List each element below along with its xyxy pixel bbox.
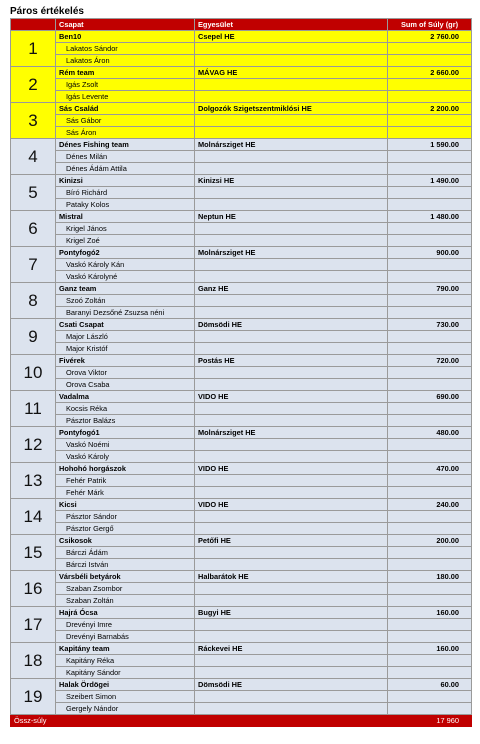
member-name: Orova Csaba bbox=[56, 379, 195, 391]
member-sum-empty bbox=[388, 79, 472, 91]
member-sum-empty bbox=[388, 295, 472, 307]
member-club-empty bbox=[195, 127, 388, 139]
member-row bbox=[11, 379, 472, 391]
member-club-empty bbox=[195, 295, 388, 307]
member-name: Lakatos Sándor bbox=[56, 43, 195, 55]
member-name: Orova Viktor bbox=[56, 367, 195, 379]
member-name: Fehér Márk bbox=[56, 487, 195, 499]
member-name: Pásztor Balázs bbox=[56, 415, 195, 427]
member-sum-empty bbox=[388, 703, 472, 715]
member-sum-empty bbox=[388, 91, 472, 103]
member-sum-empty bbox=[388, 379, 472, 391]
total-label: Össz-súly bbox=[11, 715, 195, 727]
club-header: Egyesület bbox=[195, 19, 388, 31]
member-sum-empty bbox=[388, 475, 472, 487]
member-name: Szaban Zsombor bbox=[56, 583, 195, 595]
weight-sum: 480.00 bbox=[388, 427, 472, 439]
member-name: Igás Levente bbox=[56, 91, 195, 103]
team-row bbox=[11, 355, 472, 367]
member-sum-empty bbox=[388, 619, 472, 631]
team-row bbox=[11, 139, 472, 151]
rank-number: 10 bbox=[11, 355, 56, 391]
member-row bbox=[11, 595, 472, 607]
member-row bbox=[11, 403, 472, 415]
club-name: Postás HE bbox=[195, 355, 388, 367]
member-name: Gergely Nándor bbox=[56, 703, 195, 715]
club-name: Kinizsi HE bbox=[195, 175, 388, 187]
member-sum-empty bbox=[388, 331, 472, 343]
member-row bbox=[11, 235, 472, 247]
club-name: Ganz HE bbox=[195, 283, 388, 295]
member-name: Drevényi Barnabás bbox=[56, 631, 195, 643]
member-name: Vaskó Károly bbox=[56, 451, 195, 463]
member-club-empty bbox=[195, 559, 388, 571]
team-name: Hohohó horgászok bbox=[56, 463, 195, 475]
member-row bbox=[11, 487, 472, 499]
team-row bbox=[11, 319, 472, 331]
weight-sum: 1 480.00 bbox=[388, 211, 472, 223]
club-name: Molnársziget HE bbox=[195, 247, 388, 259]
member-name: Pataky Kolos bbox=[56, 199, 195, 211]
results-table bbox=[10, 18, 472, 727]
team-name: Kinizsi bbox=[56, 175, 195, 187]
club-name: Neptun HE bbox=[195, 211, 388, 223]
member-row bbox=[11, 91, 472, 103]
member-sum-empty bbox=[388, 367, 472, 379]
team-name: Kapitány team bbox=[56, 643, 195, 655]
member-name: Bárczi István bbox=[56, 559, 195, 571]
member-row bbox=[11, 439, 472, 451]
team-row bbox=[11, 679, 472, 691]
member-club-empty bbox=[195, 259, 388, 271]
results-body bbox=[11, 31, 472, 715]
member-name: Pásztor Sándor bbox=[56, 511, 195, 523]
rank-number: 2 bbox=[11, 67, 56, 103]
member-row bbox=[11, 43, 472, 55]
member-club-empty bbox=[195, 487, 388, 499]
member-club-empty bbox=[195, 583, 388, 595]
club-name: VIDO HE bbox=[195, 499, 388, 511]
rank-number: 7 bbox=[11, 247, 56, 283]
member-row bbox=[11, 667, 472, 679]
member-club-empty bbox=[195, 79, 388, 91]
rank-header bbox=[11, 19, 56, 31]
rank-number: 13 bbox=[11, 463, 56, 499]
member-club-empty bbox=[195, 343, 388, 355]
rank-number: 5 bbox=[11, 175, 56, 211]
member-name: Kocsis Réka bbox=[56, 403, 195, 415]
member-club-empty bbox=[195, 619, 388, 631]
club-name: MÁVAG HE bbox=[195, 67, 388, 79]
member-name: Szoó Zoltán bbox=[56, 295, 195, 307]
team-name: Csati Csapat bbox=[56, 319, 195, 331]
member-name: Dénes Milán bbox=[56, 151, 195, 163]
member-row bbox=[11, 691, 472, 703]
member-sum-empty bbox=[388, 127, 472, 139]
team-row bbox=[11, 463, 472, 475]
weight-sum: 2 200.00 bbox=[388, 103, 472, 115]
member-club-empty bbox=[195, 595, 388, 607]
member-club-empty bbox=[195, 511, 388, 523]
rank-number: 19 bbox=[11, 679, 56, 715]
member-club-empty bbox=[195, 151, 388, 163]
member-club-empty bbox=[195, 655, 388, 667]
member-row bbox=[11, 187, 472, 199]
team-row bbox=[11, 283, 472, 295]
member-club-empty bbox=[195, 199, 388, 211]
member-name: Dénes Ádám Attila bbox=[56, 163, 195, 175]
club-name: Petőfi HE bbox=[195, 535, 388, 547]
member-sum-empty bbox=[388, 511, 472, 523]
member-name: Sás Áron bbox=[56, 127, 195, 139]
member-row bbox=[11, 523, 472, 535]
weight-sum: 180.00 bbox=[388, 571, 472, 583]
member-name: Szaban Zoltán bbox=[56, 595, 195, 607]
member-sum-empty bbox=[388, 307, 472, 319]
member-row bbox=[11, 559, 472, 571]
member-row bbox=[11, 127, 472, 139]
member-row bbox=[11, 511, 472, 523]
team-name: Halak Ördögei bbox=[56, 679, 195, 691]
member-name: Kapitány Réka bbox=[56, 655, 195, 667]
member-row bbox=[11, 631, 472, 643]
member-sum-empty bbox=[388, 151, 472, 163]
member-sum-empty bbox=[388, 547, 472, 559]
member-row bbox=[11, 475, 472, 487]
rank-number: 16 bbox=[11, 571, 56, 607]
team-row bbox=[11, 247, 472, 259]
member-name: Kapitány Sándor bbox=[56, 667, 195, 679]
team-row bbox=[11, 391, 472, 403]
member-club-empty bbox=[195, 451, 388, 463]
club-name: Dömsödi HE bbox=[195, 679, 388, 691]
member-sum-empty bbox=[388, 439, 472, 451]
team-name: Dénes Fishing team bbox=[56, 139, 195, 151]
member-sum-empty bbox=[388, 199, 472, 211]
rank-number: 11 bbox=[11, 391, 56, 427]
member-name: Vaskó Károly Kán bbox=[56, 259, 195, 271]
member-row bbox=[11, 295, 472, 307]
total-row bbox=[11, 715, 472, 727]
team-row bbox=[11, 571, 472, 583]
member-sum-empty bbox=[388, 583, 472, 595]
member-row bbox=[11, 223, 472, 235]
member-row bbox=[11, 655, 472, 667]
team-row bbox=[11, 499, 472, 511]
member-name: Lakatos Áron bbox=[56, 55, 195, 67]
club-name: Molnársziget HE bbox=[195, 139, 388, 151]
total-spacer bbox=[195, 715, 388, 727]
team-name: Fivérek bbox=[56, 355, 195, 367]
member-sum-empty bbox=[388, 271, 472, 283]
team-name: Ganz team bbox=[56, 283, 195, 295]
member-name: Vaskó Noémi bbox=[56, 439, 195, 451]
member-sum-empty bbox=[388, 235, 472, 247]
weight-sum: 730.00 bbox=[388, 319, 472, 331]
team-name: Csikosok bbox=[56, 535, 195, 547]
member-sum-empty bbox=[388, 691, 472, 703]
team-name: Rém team bbox=[56, 67, 195, 79]
member-club-empty bbox=[195, 115, 388, 127]
member-sum-empty bbox=[388, 523, 472, 535]
member-club-empty bbox=[195, 523, 388, 535]
club-name: Halbarátok HE bbox=[195, 571, 388, 583]
member-name: Sás Gábor bbox=[56, 115, 195, 127]
club-name: VIDO HE bbox=[195, 391, 388, 403]
rank-number: 14 bbox=[11, 499, 56, 535]
team-row bbox=[11, 211, 472, 223]
rank-number: 6 bbox=[11, 211, 56, 247]
weight-sum: 720.00 bbox=[388, 355, 472, 367]
team-row bbox=[11, 535, 472, 547]
rank-number: 17 bbox=[11, 607, 56, 643]
member-sum-empty bbox=[388, 595, 472, 607]
member-sum-empty bbox=[388, 223, 472, 235]
club-name: Dömsödi HE bbox=[195, 319, 388, 331]
rank-number: 15 bbox=[11, 535, 56, 571]
member-sum-empty bbox=[388, 451, 472, 463]
member-sum-empty bbox=[388, 163, 472, 175]
member-name: Vaskó Károlyné bbox=[56, 271, 195, 283]
member-sum-empty bbox=[388, 487, 472, 499]
member-row bbox=[11, 367, 472, 379]
member-sum-empty bbox=[388, 259, 472, 271]
member-row bbox=[11, 271, 472, 283]
club-name: Bugyi HE bbox=[195, 607, 388, 619]
member-club-empty bbox=[195, 307, 388, 319]
member-sum-empty bbox=[388, 631, 472, 643]
header-row bbox=[11, 19, 472, 31]
club-name: VIDO HE bbox=[195, 463, 388, 475]
member-sum-empty bbox=[388, 55, 472, 67]
member-row bbox=[11, 79, 472, 91]
member-sum-empty bbox=[388, 655, 472, 667]
team-name: Vársbéli betyárok bbox=[56, 571, 195, 583]
club-name: Molnársziget HE bbox=[195, 427, 388, 439]
member-club-empty bbox=[195, 91, 388, 103]
member-row bbox=[11, 619, 472, 631]
club-name: Csepel HE bbox=[195, 31, 388, 43]
team-name: Sás Család bbox=[56, 103, 195, 115]
member-row bbox=[11, 115, 472, 127]
member-club-empty bbox=[195, 331, 388, 343]
member-sum-empty bbox=[388, 415, 472, 427]
team-row bbox=[11, 31, 472, 43]
weight-sum: 2 760.00 bbox=[388, 31, 472, 43]
member-club-empty bbox=[195, 379, 388, 391]
rank-number: 1 bbox=[11, 31, 56, 67]
member-club-empty bbox=[195, 43, 388, 55]
member-row bbox=[11, 151, 472, 163]
rank-number: 8 bbox=[11, 283, 56, 319]
weight-sum: 790.00 bbox=[388, 283, 472, 295]
member-row bbox=[11, 331, 472, 343]
team-row bbox=[11, 643, 472, 655]
weight-sum: 2 660.00 bbox=[388, 67, 472, 79]
team-row bbox=[11, 103, 472, 115]
member-row bbox=[11, 451, 472, 463]
member-sum-empty bbox=[388, 343, 472, 355]
member-club-empty bbox=[195, 235, 388, 247]
member-name: Igás Zsolt bbox=[56, 79, 195, 91]
rank-number: 3 bbox=[11, 103, 56, 139]
team-header: Csapat bbox=[56, 19, 195, 31]
member-row bbox=[11, 343, 472, 355]
member-club-empty bbox=[195, 403, 388, 415]
member-row bbox=[11, 199, 472, 211]
page-title: Páros értékelés bbox=[10, 6, 84, 17]
member-name: Fehér Patrik bbox=[56, 475, 195, 487]
member-club-empty bbox=[195, 667, 388, 679]
member-row bbox=[11, 259, 472, 271]
rank-number: 18 bbox=[11, 643, 56, 679]
member-name: Krigel János bbox=[56, 223, 195, 235]
club-name: Dolgozók Szigetszentmiklósi HE bbox=[195, 103, 388, 115]
weight-sum: 900.00 bbox=[388, 247, 472, 259]
member-row bbox=[11, 163, 472, 175]
member-club-empty bbox=[195, 439, 388, 451]
member-sum-empty bbox=[388, 667, 472, 679]
member-sum-empty bbox=[388, 115, 472, 127]
member-club-empty bbox=[195, 703, 388, 715]
member-sum-empty bbox=[388, 559, 472, 571]
team-name: Kicsi bbox=[56, 499, 195, 511]
member-name: Major László bbox=[56, 331, 195, 343]
rank-number: 4 bbox=[11, 139, 56, 175]
member-name: Baranyi Dezsőné Zsuzsa néni bbox=[56, 307, 195, 319]
member-row bbox=[11, 583, 472, 595]
member-club-empty bbox=[195, 163, 388, 175]
team-name: Mistral bbox=[56, 211, 195, 223]
team-name: Pontyfogó1 bbox=[56, 427, 195, 439]
member-name: Bíró Richárd bbox=[56, 187, 195, 199]
weight-sum: 470.00 bbox=[388, 463, 472, 475]
weight-sum: 60.00 bbox=[388, 679, 472, 691]
team-name: Pontyfogó2 bbox=[56, 247, 195, 259]
rank-number: 9 bbox=[11, 319, 56, 355]
member-name: Major Kristóf bbox=[56, 343, 195, 355]
total-value: 17 960 bbox=[388, 715, 472, 727]
member-club-empty bbox=[195, 367, 388, 379]
member-sum-empty bbox=[388, 187, 472, 199]
member-club-empty bbox=[195, 187, 388, 199]
club-name: Ráckevei HE bbox=[195, 643, 388, 655]
weight-sum: 160.00 bbox=[388, 607, 472, 619]
weight-sum: 1 490.00 bbox=[388, 175, 472, 187]
weight-sum: 200.00 bbox=[388, 535, 472, 547]
member-row bbox=[11, 547, 472, 559]
member-row bbox=[11, 307, 472, 319]
team-row bbox=[11, 175, 472, 187]
member-club-empty bbox=[195, 475, 388, 487]
member-sum-empty bbox=[388, 403, 472, 415]
team-name: Ben10 bbox=[56, 31, 195, 43]
member-sum-empty bbox=[388, 43, 472, 55]
member-club-empty bbox=[195, 55, 388, 67]
member-name: Krigel Zoé bbox=[56, 235, 195, 247]
weight-sum: 240.00 bbox=[388, 499, 472, 511]
team-row bbox=[11, 427, 472, 439]
member-club-empty bbox=[195, 547, 388, 559]
team-row bbox=[11, 607, 472, 619]
member-name: Bárczi Ádám bbox=[56, 547, 195, 559]
member-name: Szeibert Simon bbox=[56, 691, 195, 703]
weight-sum: 1 590.00 bbox=[388, 139, 472, 151]
member-club-empty bbox=[195, 631, 388, 643]
member-club-empty bbox=[195, 223, 388, 235]
member-club-empty bbox=[195, 271, 388, 283]
member-row bbox=[11, 415, 472, 427]
rank-number: 12 bbox=[11, 427, 56, 463]
member-row bbox=[11, 55, 472, 67]
sum-header: Sum of Súly (gr) bbox=[388, 19, 472, 31]
member-name: Pásztor Gergő bbox=[56, 523, 195, 535]
member-club-empty bbox=[195, 415, 388, 427]
team-name: Hajrá Ócsa bbox=[56, 607, 195, 619]
member-row bbox=[11, 703, 472, 715]
member-name: Drevényi Imre bbox=[56, 619, 195, 631]
team-name: Vadalma bbox=[56, 391, 195, 403]
weight-sum: 690.00 bbox=[388, 391, 472, 403]
member-club-empty bbox=[195, 691, 388, 703]
weight-sum: 160.00 bbox=[388, 643, 472, 655]
team-row bbox=[11, 67, 472, 79]
